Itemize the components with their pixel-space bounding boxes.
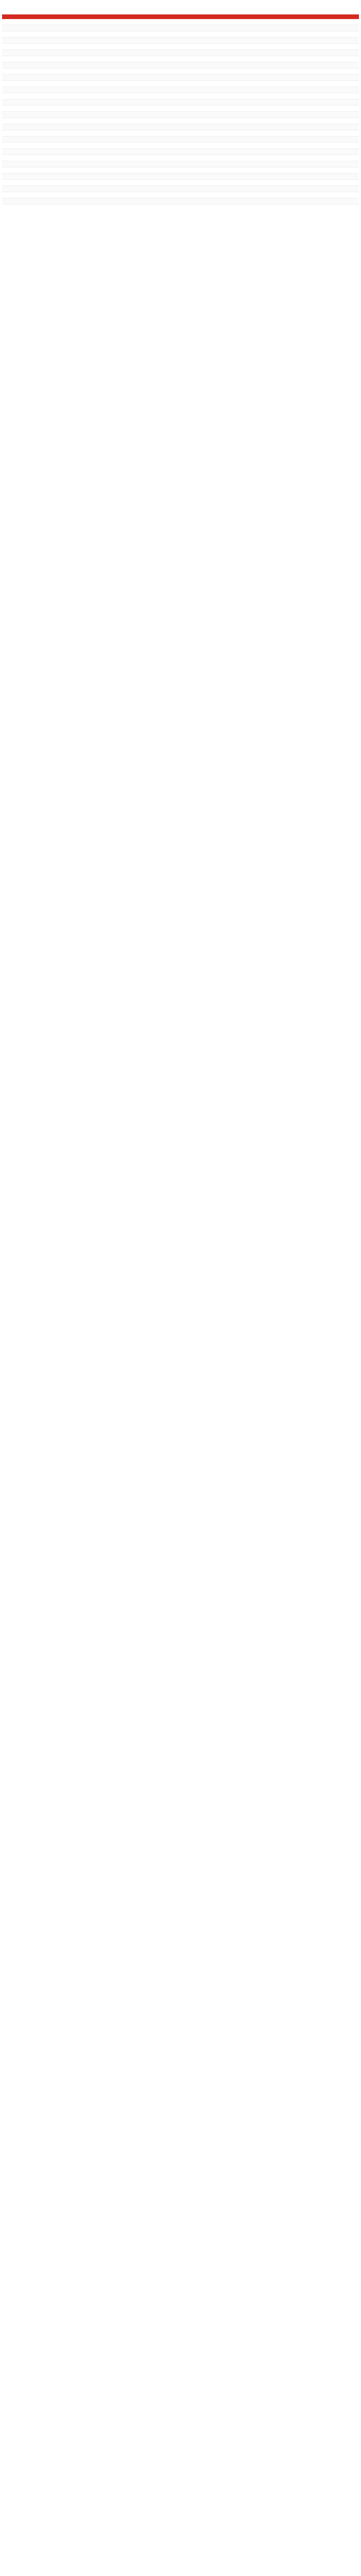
- table-cell: [220, 167, 297, 174]
- table-cell: [220, 130, 297, 137]
- table-header-row: [2, 14, 359, 19]
- table-cell: [159, 99, 220, 106]
- table-row: [2, 69, 359, 75]
- table-row: [2, 99, 359, 106]
- table-cell: [159, 69, 220, 75]
- table-row: [2, 149, 359, 155]
- table-cell: [159, 87, 220, 93]
- table-cell: [109, 44, 159, 50]
- table-cell: [109, 31, 159, 38]
- table-cell: [18, 25, 109, 31]
- table-cell: [2, 81, 18, 87]
- table-cell: [297, 87, 359, 93]
- table-cell: [18, 38, 109, 44]
- table-row: [2, 19, 359, 25]
- table-cell: [297, 118, 359, 124]
- table-cell: [159, 180, 220, 186]
- table-cell: [297, 69, 359, 75]
- table-cell: [220, 174, 297, 180]
- table-cell: [159, 56, 220, 62]
- table-cell: [109, 112, 159, 118]
- table-cell: [297, 19, 359, 25]
- table-cell: [2, 143, 18, 149]
- table-cell: [159, 149, 220, 155]
- table-row: [2, 143, 359, 149]
- table-cell: [159, 174, 220, 180]
- table-cell: [297, 167, 359, 174]
- table-cell: [297, 192, 359, 198]
- table-cell: [18, 87, 109, 93]
- table-cell: [18, 81, 109, 87]
- table-cell: [2, 106, 18, 112]
- table-cell: [220, 62, 297, 69]
- table-cell: [159, 81, 220, 87]
- table-cell: [159, 93, 220, 99]
- table-cell: [109, 50, 159, 56]
- table-row: [2, 81, 359, 87]
- table-cell: [18, 192, 109, 198]
- table-cell: [109, 19, 159, 25]
- table-cell: [159, 167, 220, 174]
- table-cell: [297, 124, 359, 130]
- table-row: [2, 198, 359, 205]
- table-cell: [109, 192, 159, 198]
- table-cell: [297, 149, 359, 155]
- table-cell: [220, 198, 297, 205]
- table-cell: [2, 161, 18, 167]
- table-cell: [2, 137, 18, 143]
- table-cell: [297, 75, 359, 81]
- column-header: [297, 14, 359, 19]
- table-cell: [2, 124, 18, 130]
- table-cell: [297, 174, 359, 180]
- table-cell: [220, 69, 297, 75]
- table-cell: [2, 69, 18, 75]
- table-cell: [2, 75, 18, 81]
- table-cell: [220, 106, 297, 112]
- table-cell: [220, 25, 297, 31]
- table-cell: [109, 130, 159, 137]
- table-cell: [2, 112, 18, 118]
- table-cell: [109, 137, 159, 143]
- table-cell: [18, 75, 109, 81]
- table-cell: [109, 155, 159, 161]
- table-cell: [109, 93, 159, 99]
- table-cell: [18, 143, 109, 149]
- table-cell: [109, 124, 159, 130]
- table-cell: [297, 56, 359, 62]
- table-row: [2, 174, 359, 180]
- table-row: [2, 38, 359, 44]
- table-cell: [2, 93, 18, 99]
- table-cell: [18, 186, 109, 192]
- table-cell: [220, 50, 297, 56]
- table-cell: [109, 81, 159, 87]
- column-header: [220, 14, 297, 19]
- table-cell: [159, 192, 220, 198]
- page-title: [4, 3, 355, 13]
- ranking-table: [2, 14, 359, 205]
- table-cell: [18, 161, 109, 167]
- table-cell: [109, 174, 159, 180]
- table-cell: [220, 99, 297, 106]
- table-cell: [297, 130, 359, 137]
- table-cell: [18, 124, 109, 130]
- table-cell: [159, 118, 220, 124]
- table-cell: [18, 69, 109, 75]
- table-cell: [18, 106, 109, 112]
- table-cell: [297, 106, 359, 112]
- table-cell: [297, 155, 359, 161]
- table-cell: [159, 62, 220, 69]
- table-cell: [109, 167, 159, 174]
- table-row: [2, 56, 359, 62]
- column-header: [159, 14, 220, 19]
- table-cell: [109, 161, 159, 167]
- table-cell: [220, 143, 297, 149]
- table-cell: [2, 87, 18, 93]
- table-cell: [297, 180, 359, 186]
- table-cell: [109, 149, 159, 155]
- table-row: [2, 124, 359, 130]
- table-cell: [2, 149, 18, 155]
- table-cell: [18, 174, 109, 180]
- table-row: [2, 167, 359, 174]
- table-cell: [220, 75, 297, 81]
- table-row: [2, 44, 359, 50]
- table-cell: [18, 50, 109, 56]
- table-cell: [220, 31, 297, 38]
- table-cell: [159, 124, 220, 130]
- table-cell: [159, 130, 220, 137]
- table-cell: [18, 137, 109, 143]
- table-cell: [2, 118, 18, 124]
- table-cell: [159, 38, 220, 44]
- table-cell: [220, 124, 297, 130]
- table-cell: [2, 38, 18, 44]
- table-cell: [297, 143, 359, 149]
- table-cell: [159, 50, 220, 56]
- table-cell: [18, 31, 109, 38]
- table-cell: [159, 137, 220, 143]
- table-row: [2, 161, 359, 167]
- table-cell: [159, 198, 220, 205]
- table-cell: [159, 25, 220, 31]
- table-cell: [220, 180, 297, 186]
- table-cell: [18, 155, 109, 161]
- table-cell: [159, 19, 220, 25]
- table-cell: [2, 31, 18, 38]
- table-body: [2, 19, 359, 205]
- table-cell: [297, 112, 359, 118]
- table-cell: [220, 149, 297, 155]
- table-cell: [18, 62, 109, 69]
- table-cell: [109, 143, 159, 149]
- table-cell: [159, 143, 220, 149]
- table-cell: [159, 31, 220, 38]
- table-cell: [2, 19, 18, 25]
- table-cell: [18, 56, 109, 62]
- table-row: [2, 75, 359, 81]
- table-cell: [2, 174, 18, 180]
- table-cell: [109, 38, 159, 44]
- table-row: [2, 62, 359, 69]
- table-row: [2, 137, 359, 143]
- table-cell: [159, 186, 220, 192]
- table-cell: [2, 44, 18, 50]
- table-cell: [220, 137, 297, 143]
- table-row: [2, 25, 359, 31]
- table-row: [2, 155, 359, 161]
- table-cell: [18, 180, 109, 186]
- table-cell: [2, 50, 18, 56]
- table-cell: [220, 155, 297, 161]
- table-row: [2, 180, 359, 186]
- column-header: [109, 14, 159, 19]
- table-cell: [109, 186, 159, 192]
- table-cell: [159, 161, 220, 167]
- table-cell: [297, 50, 359, 56]
- table-cell: [109, 69, 159, 75]
- table-cell: [18, 198, 109, 205]
- table-cell: [18, 19, 109, 25]
- table-cell: [2, 186, 18, 192]
- table-cell: [297, 137, 359, 143]
- table-cell: [2, 198, 18, 205]
- table-cell: [18, 118, 109, 124]
- table-cell: [109, 198, 159, 205]
- table-cell: [159, 155, 220, 161]
- table-cell: [220, 93, 297, 99]
- table-cell: [109, 56, 159, 62]
- table-cell: [297, 198, 359, 205]
- table-cell: [297, 186, 359, 192]
- table-cell: [2, 99, 18, 106]
- table-cell: [2, 180, 18, 186]
- table-cell: [220, 19, 297, 25]
- table-cell: [18, 112, 109, 118]
- table-cell: [159, 44, 220, 50]
- table-cell: [2, 25, 18, 31]
- table-cell: [2, 130, 18, 137]
- table-cell: [220, 56, 297, 62]
- table-row: [2, 93, 359, 99]
- table-cell: [109, 75, 159, 81]
- table-cell: [159, 75, 220, 81]
- table-cell: [220, 161, 297, 167]
- table-row: [2, 31, 359, 38]
- table-cell: [2, 62, 18, 69]
- table-row: [2, 186, 359, 192]
- table-cell: [109, 180, 159, 186]
- table-cell: [109, 99, 159, 106]
- table-cell: [220, 192, 297, 198]
- table-cell: [2, 167, 18, 174]
- table-cell: [220, 186, 297, 192]
- table-cell: [297, 25, 359, 31]
- table-cell: [297, 161, 359, 167]
- table-cell: [18, 149, 109, 155]
- table-cell: [220, 44, 297, 50]
- table-row: [2, 106, 359, 112]
- table-row: [2, 50, 359, 56]
- table-cell: [159, 106, 220, 112]
- table-row: [2, 192, 359, 198]
- table-cell: [220, 38, 297, 44]
- table-cell: [297, 93, 359, 99]
- table-row: [2, 130, 359, 137]
- table-cell: [18, 130, 109, 137]
- table-cell: [220, 118, 297, 124]
- table-cell: [220, 87, 297, 93]
- column-header: [18, 14, 109, 19]
- table-cell: [297, 62, 359, 69]
- table-cell: [297, 81, 359, 87]
- table-cell: [18, 167, 109, 174]
- table-cell: [109, 62, 159, 69]
- table-row: [2, 112, 359, 118]
- table-cell: [297, 99, 359, 106]
- table-cell: [109, 106, 159, 112]
- table-row: [2, 87, 359, 93]
- column-header: [2, 14, 18, 19]
- table-row: [2, 118, 359, 124]
- table-cell: [2, 192, 18, 198]
- table-cell: [297, 44, 359, 50]
- table-cell: [297, 38, 359, 44]
- table-cell: [159, 112, 220, 118]
- table-cell: [220, 81, 297, 87]
- table-cell: [18, 99, 109, 106]
- table-cell: [109, 25, 159, 31]
- table-cell: [109, 118, 159, 124]
- table-cell: [220, 112, 297, 118]
- table-cell: [18, 93, 109, 99]
- table-cell: [2, 56, 18, 62]
- table-cell: [297, 31, 359, 38]
- table-cell: [18, 44, 109, 50]
- table-cell: [2, 155, 18, 161]
- table-cell: [109, 87, 159, 93]
